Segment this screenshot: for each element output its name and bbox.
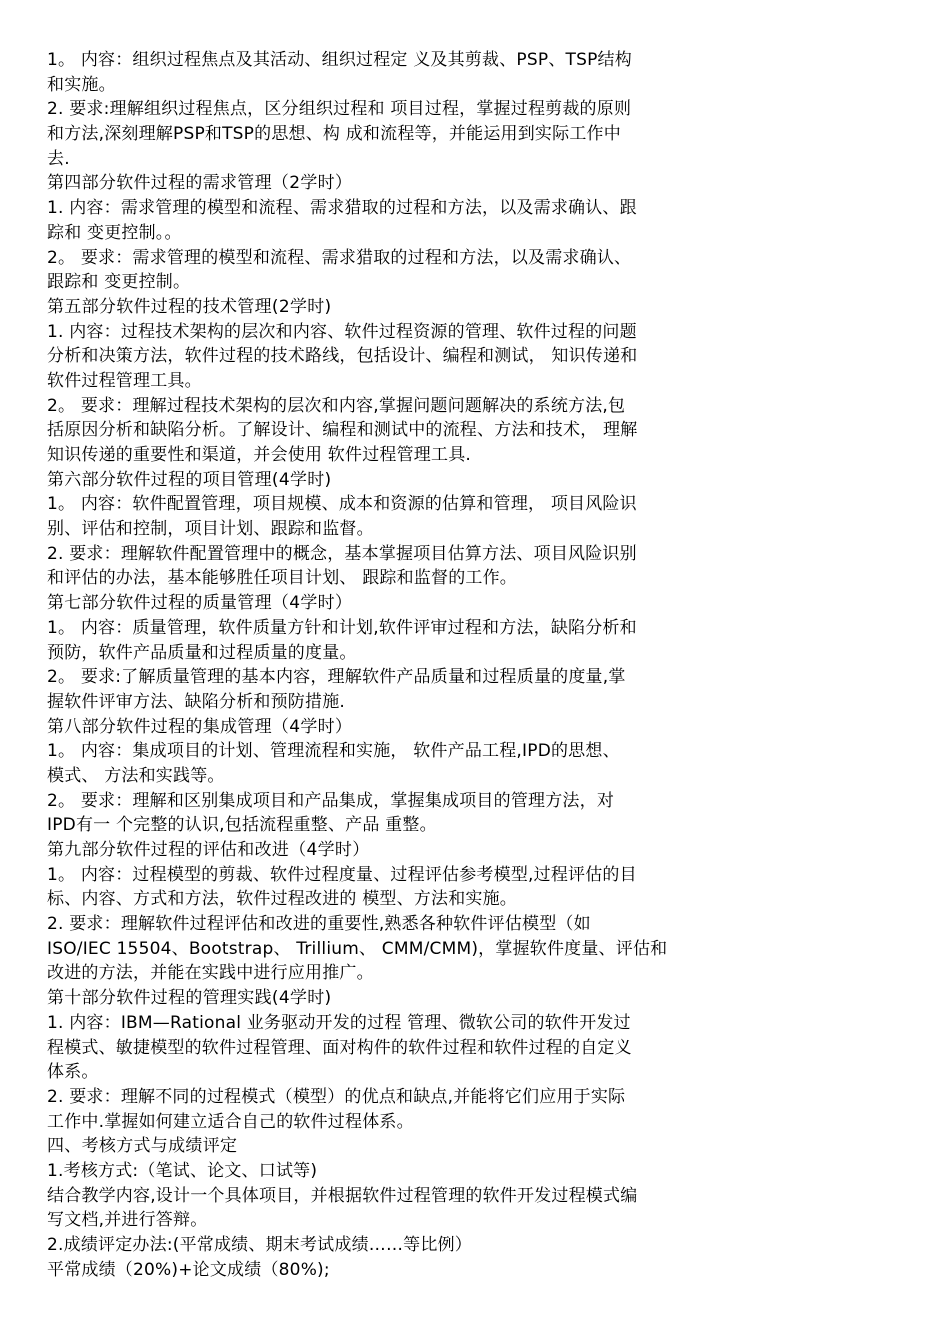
text-line: 1。 内容：集成项目的计划、管理流程和实施， 软件产品工程,IPD的思想、: [47, 741, 620, 762]
text-line: 和方法,深刻理解PSP和TSP的思想、构 成和流程等，并能运用到实际工作中: [47, 124, 621, 145]
section-heading: 第六部分软件过程的项目管理(4学时): [47, 469, 332, 490]
text-line: 和实施。: [47, 74, 116, 95]
document-page: [47, 48, 713, 1282]
text-line: 写文档,并进行答辩。: [47, 1210, 208, 1231]
text-line: 改进的方法，并能在实践中进行应用推广。: [47, 963, 374, 984]
text-line: 标、内容、方式和方法，软件过程改进的 模型、方法和实施。: [47, 889, 518, 910]
section-heading: 第五部分软件过程的技术管理(2学时): [47, 296, 332, 317]
text-line: 1。 内容：软件配置管理，项目规模、成本和资源的估算和管理， 项目风险识: [47, 494, 637, 515]
section-heading: 第九部分软件过程的评估和改进（4学时）: [47, 840, 370, 860]
text-line: 软件过程管理工具。: [47, 370, 202, 391]
text-line: ISO/IEC 15504、Bootstrap、 Trillium、 CMM/CMM)，掌握软件度量、评估和: [47, 938, 668, 959]
section-heading: 第四部分软件过程的需求管理（2学时）: [47, 173, 353, 194]
text-line: 知识传递的重要性和渠道，并会使用 软件过程管理工具.: [47, 445, 472, 465]
section-heading: 第七部分软件过程的质量管理（4学时）: [47, 593, 353, 614]
text-line: 跟踪和 变更控制。: [47, 272, 191, 293]
text-line: 2。 要求：需求管理的模型和流程、需求猎取的过程和方法，以及需求确认、: [47, 247, 632, 268]
text-line: 模式、 方法和实践等。: [47, 765, 225, 786]
section-heading: 第八部分软件过程的集成管理（4学时）: [47, 716, 353, 737]
text-line: 1。 内容：组织过程焦点及其活动、组织过程定 义及其剪裁、PSP、TSP结构: [47, 50, 632, 70]
text-line: 平常成绩（20%)+论文成绩（80%);: [47, 1259, 330, 1280]
text-line: 2. 要求:理解组织过程焦点，区分组织过程和 项目过程，掌握过程剪裁的原则: [47, 99, 632, 120]
section-heading: 四、考核方式与成绩评定: [47, 1136, 238, 1157]
text-line: 1。 内容：质量管理，软件质量方针和计划,软件评审过程和方法，缺陷分析和: [47, 617, 637, 638]
text-line: 分析和决策方法，软件过程的技术路线，包括设计、编程和测试， 知识传递和: [47, 346, 638, 367]
text-line: 程模式、敏捷模型的软件过程管理、面对构件的软件过程和软件过程的自定义: [47, 1037, 632, 1058]
text-line: 2。 要求:了解质量管理的基本内容，理解软件产品质量和过程质量的度量,掌: [47, 667, 626, 688]
text-line: IPD有一 个完整的认识,包括流程重整、产品 重整。: [47, 815, 437, 836]
text-line: 括原因分析和缺陷分析。了解设计、编程和测试中的流程、方法和技术， 理解: [47, 420, 638, 441]
text-line: 1.考核方式:（笔试、论文、口试等): [47, 1160, 318, 1181]
section-heading: 第十部分软件过程的管理实践(4学时): [47, 988, 332, 1009]
text-line: 体系。: [47, 1062, 99, 1083]
text-line: 工作中.掌握如何建立适合自己的软件过程体系。: [47, 1111, 414, 1132]
text-line: 2。 要求：理解和区别集成项目和产品集成，掌握集成项目的管理方法，对: [47, 790, 615, 811]
text-line: 别、评估和控制，项目计划、跟踪和监督。: [47, 519, 374, 540]
text-line: 1. 内容：过程技术架构的层次和内容、软件过程资源的管理、软件过程的问题: [47, 321, 637, 342]
text-line: 握软件评审方法、缺陷分析和预防措施.: [47, 691, 346, 712]
text-line: 预防，软件产品质量和过程质量的度量。: [47, 642, 357, 663]
text-line: 1。 内容：过程模型的剪裁、软件过程度量、过程评估参考模型,过程评估的目: [47, 864, 637, 885]
text-line: 踪和 变更控制。。: [47, 222, 182, 243]
text-line: 2. 要求：理解软件过程评估和改进的重要性,熟悉各种软件评估模型（如: [47, 914, 591, 935]
text-line: 2。 要求：理解过程技术架构的层次和内容,掌握问题问题解决的系统方法,包: [47, 395, 626, 416]
text-line: 结合教学内容,设计一个具体项目，并根据软件过程管理的软件开发过程模式编: [47, 1185, 638, 1206]
text-line: 1. 内容：IBM—Rational 业务驱动开发的过程 管理、微软公司的软件开发过: [47, 1012, 631, 1033]
text-line: 2.成绩评定办法:(平常成绩、期末考试成绩……等比例）: [47, 1235, 472, 1255]
text-line: 2. 要求：理解软件配置管理中的概念，基本掌握项目估算方法、项目风险识别: [47, 543, 637, 564]
text-line: 1. 内容：需求管理的模型和流程、需求猎取的过程和方法，以及需求确认、跟: [47, 198, 637, 219]
text-line: 和评估的办法，基本能够胜任项目计划、 跟踪和监督的工作。: [47, 568, 518, 589]
text-line: 去.: [47, 148, 70, 169]
text-line: 2. 要求：理解不同的过程模式（模型）的优点和缺点,并能将它们应用于实际: [47, 1086, 626, 1107]
